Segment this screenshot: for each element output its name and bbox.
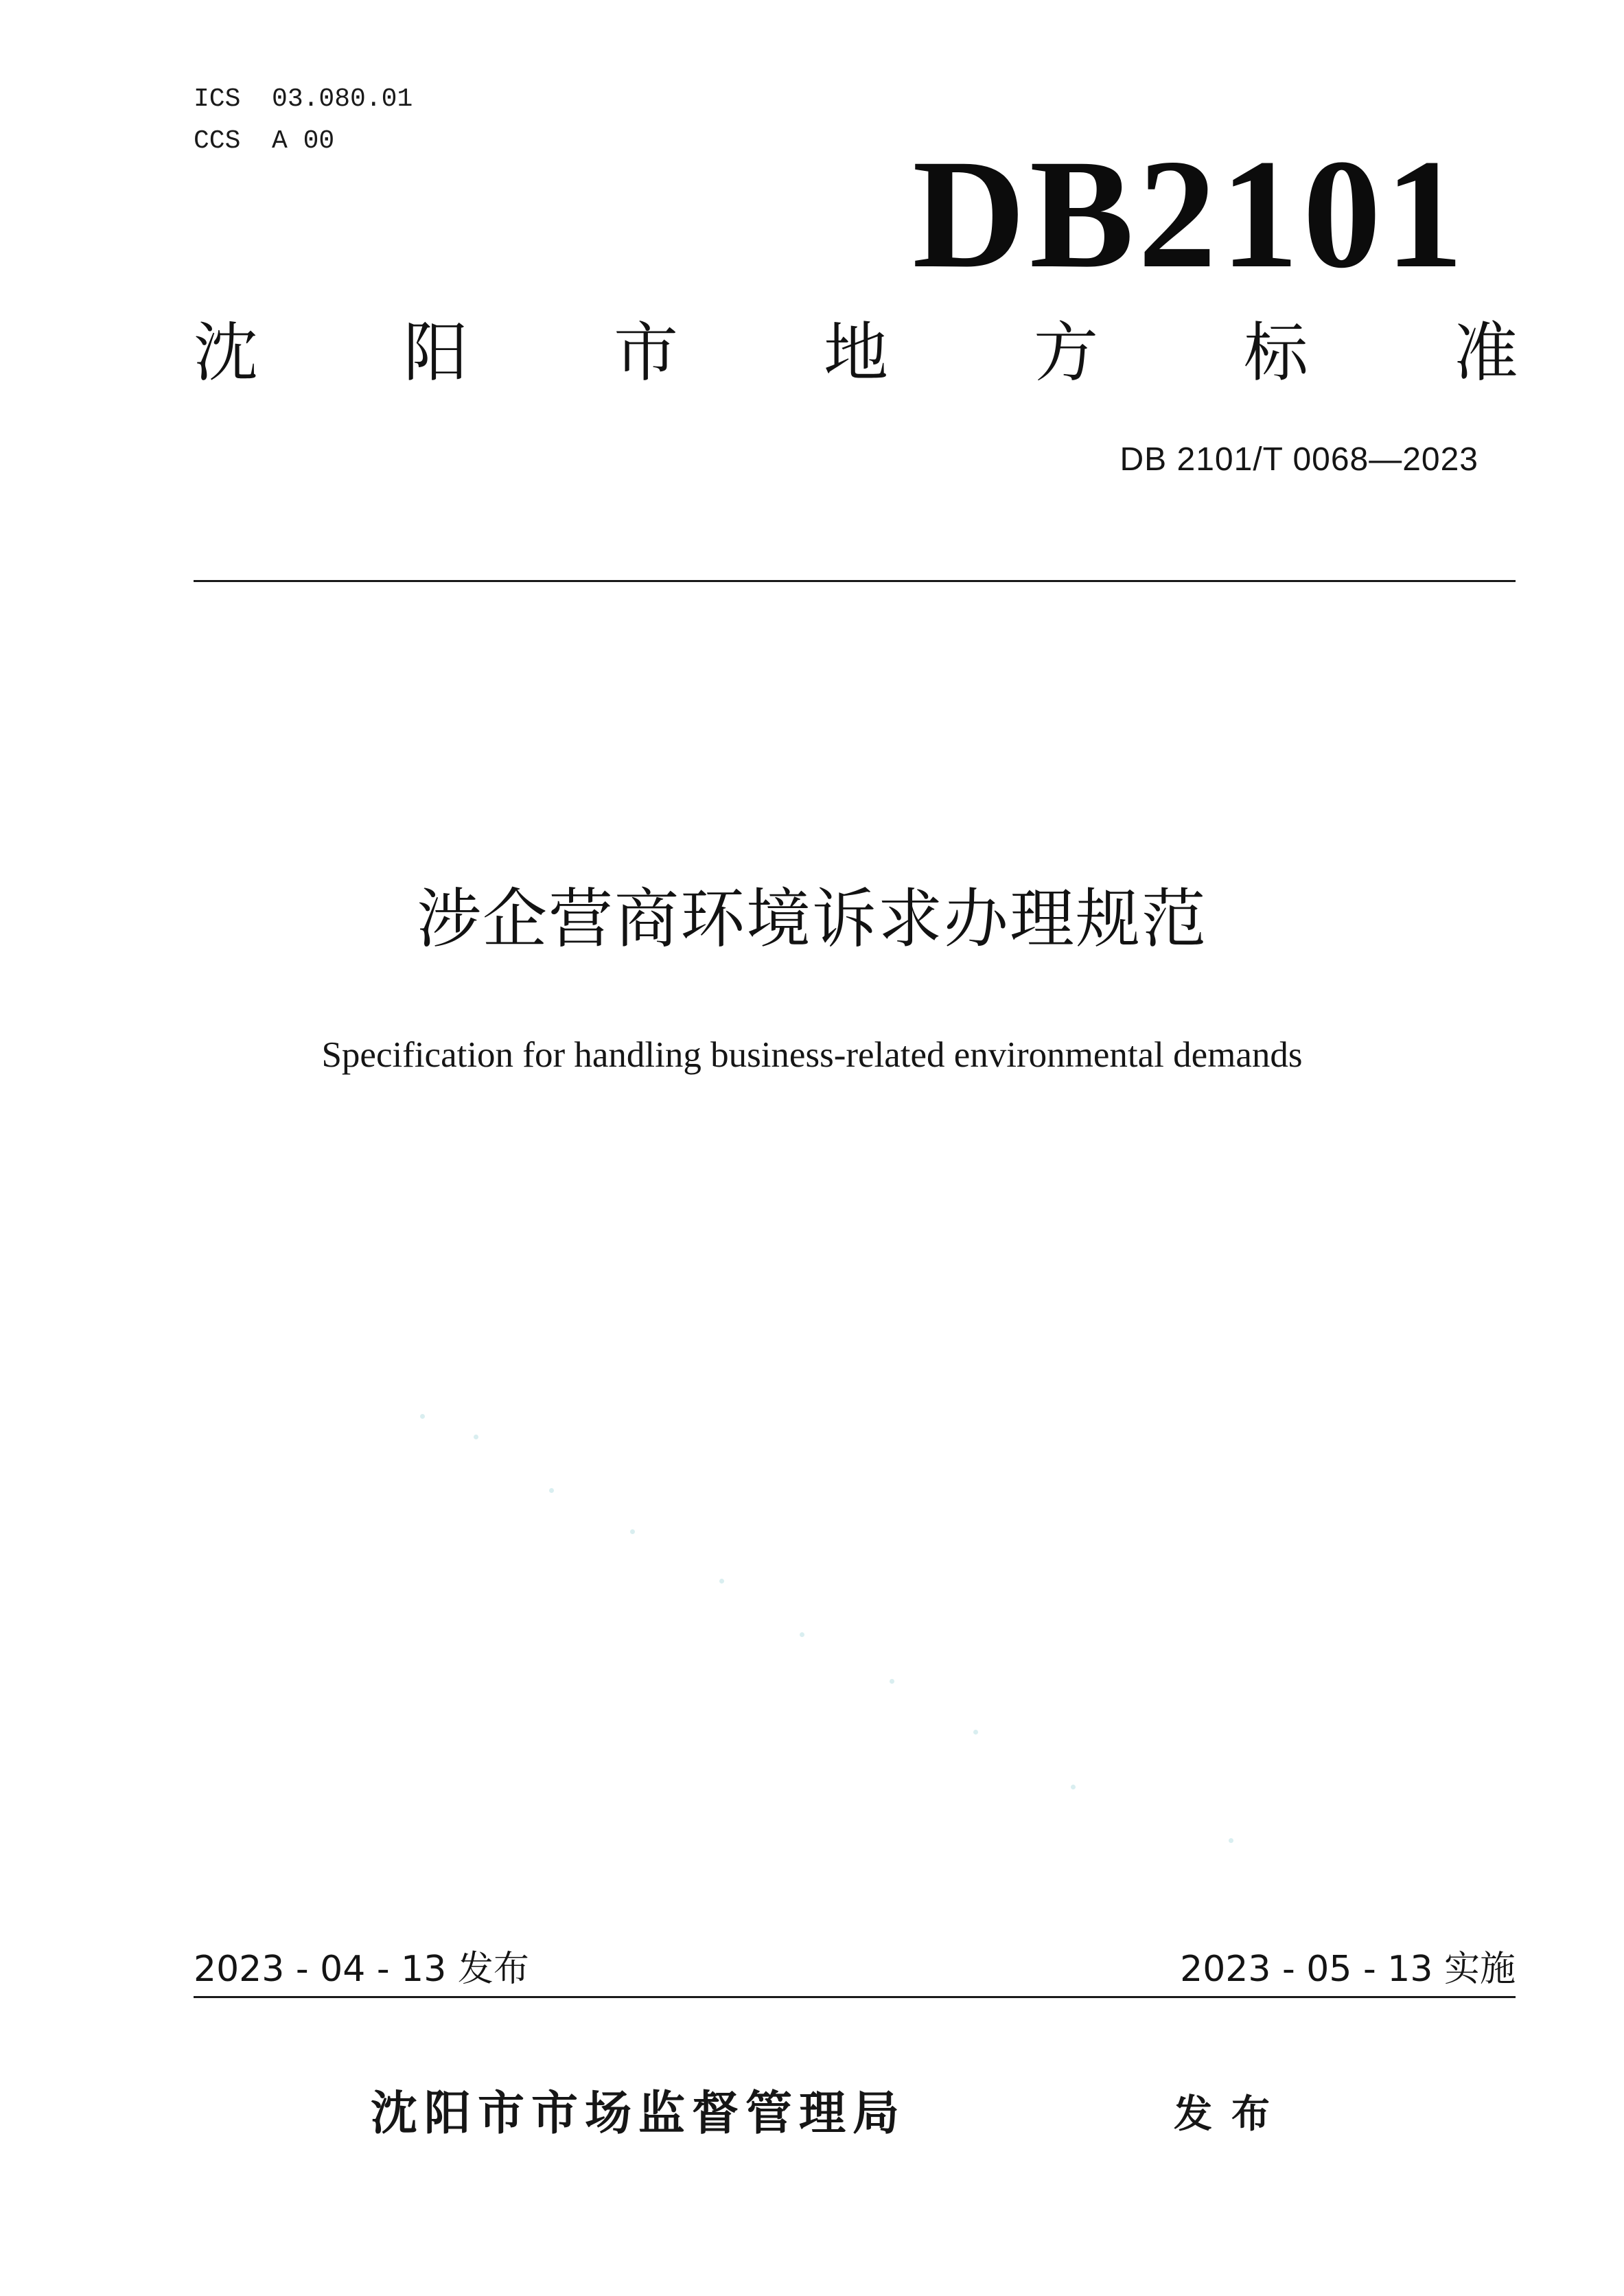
document-title-chinese: 涉企营商环境诉求办理规范 <box>416 882 1207 957</box>
standard-type-char: 方 <box>1033 316 1098 391</box>
standard-type-heading <box>194 316 1518 391</box>
ics-classification: ICS 03.080.01 <box>194 84 413 114</box>
issue-label: 发布 <box>1174 2092 1289 2137</box>
implementation-date: 2023 - 05 - 13 实施 <box>1180 1949 1516 1990</box>
standard-number: DB 2101/T 0068—2023 <box>1120 441 1478 478</box>
date-divider <box>194 1996 1516 1998</box>
standard-type-char: 标 <box>1243 316 1308 391</box>
standard-type-char: 准 <box>1453 316 1518 391</box>
standard-type-char: 沈 <box>194 316 259 391</box>
ccs-classification: CCS A 00 <box>194 126 335 156</box>
standard-type-char: 地 <box>823 316 888 391</box>
standard-type-char: 市 <box>613 316 678 391</box>
document-title-english: Specification for handling business-related environmental demands <box>321 1035 1303 1075</box>
publish-date: 2023 - 04 - 13 发布 <box>194 1949 529 1990</box>
standard-type-char: 阳 <box>403 316 468 391</box>
db-code-heading: DB2101 <box>912 128 1468 301</box>
issuing-authority: 沈阳市市场监督管理局 <box>371 2087 907 2141</box>
header-divider <box>194 580 1516 582</box>
